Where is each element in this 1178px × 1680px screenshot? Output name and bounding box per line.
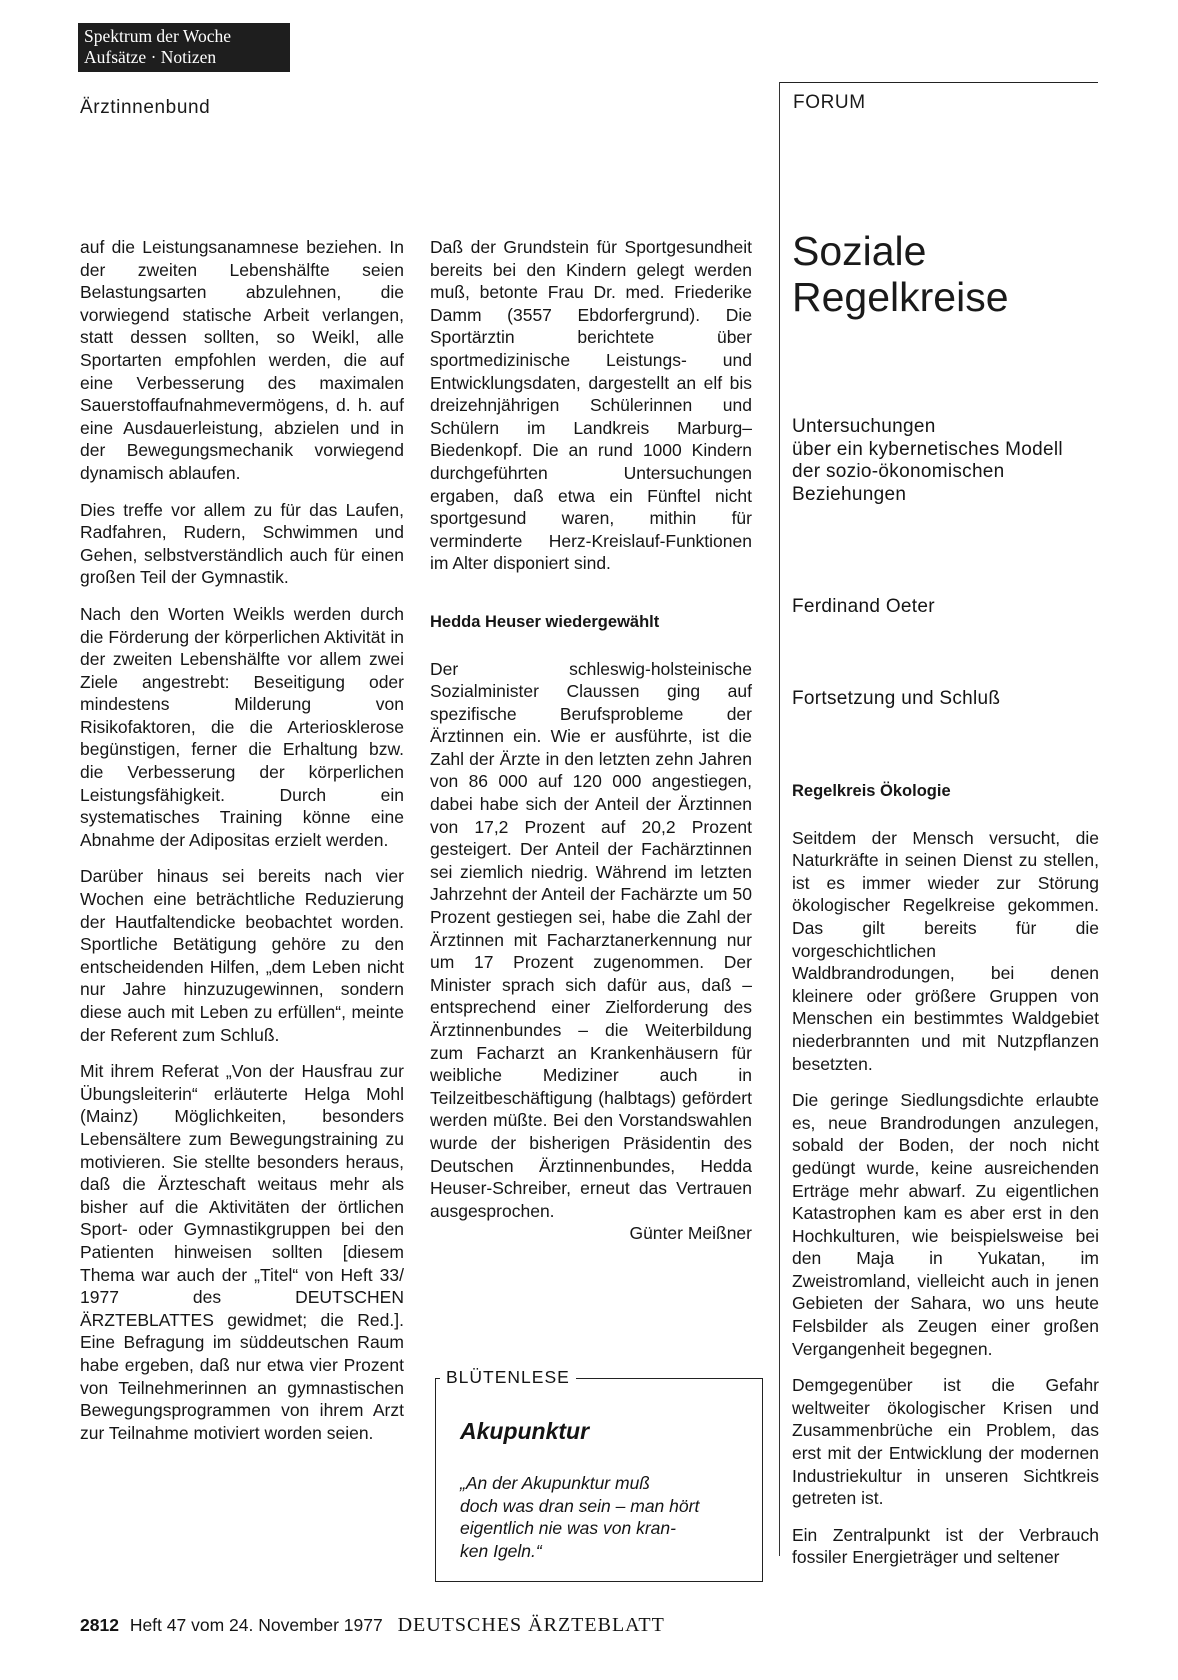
article-subtitle	[792, 416, 1063, 506]
paragraph: Der schleswig-holsteinische Sozialminister Claussen ging auf spezifische Berufsprobleme der Ärztinnen ein. Wie er ausführte, ist die Zahl der Ärzte in den letzten zehn Jahren von 86 000 auf 120 000 angestiegen, dabei habe sich der Anteil der Ärztinnen von 17,2 Prozent auf 20,2 Prozent gesteigert. Der Anteil der Fachärztinnen sei ziemlich niedrig. Während im letzten Jahrzehnt der Anteil der Fachärzte um 50 Prozent gestiegen sei, habe die Zahl der Ärztinnen mit Facharztanerkennung nur um 17 Prozent zugenommen. Der Minister sprach sich dafür aus, daß – entsprechend einer Zielforderung des Ärztinnenbundes – die Weiterbildung zum Facharzt an Krankenhäusern für weibliche Mediziner auch in Teilzeitbeschäftigung (halbtags) gefördert werden müßte. Bei den Vorstandswahlen wurde der bisherigen Präsidentin des Deutschen Ärztinnenbundes, Hedda Heuser-Schreiber, erneut das Vertrauen ausgesprochen.	[430, 658, 752, 1221]
page-number: 2812	[80, 1615, 119, 1635]
subtitle-line: der sozio-ökonomischen	[792, 461, 1005, 482]
paragraph: Demgegenüber ist die Gefahr weltweiter ökologischer Krisen und Zusammenbrüche ein Problem, das erst mit der Entwicklung der modernen Industriekultur in unseren Sichtkreis getreten ist.	[792, 1375, 1099, 1509]
paragraph: Daß der Grundstein für Sportgesundheit bereits bei den Kindern gelegt werden muß, betonte Frau Dr. med. Friederike Damm (3557 Ebdorfergrund). Die Sportärztin berichtete über sportmedizinische Leistungs- und Entwicklungsdaten, dargestellt an elf bis dreizehnjährigen Schülerinnen und Schülern im Landkreis Marburg–Biedenkopf. Die an rund 1000 Kindern durchgeführten Untersuchungen ergaben, daß etwa ein Fünftel nicht sportgesund waren, mithin für verminderte Herz-Kreislauf-Funktionen im Alter disponiert sind.	[430, 237, 752, 574]
paragraph: Dies treffe vor allem zu für das Laufen, Radfahren, Rudern, Schwimmen und Gehen, selbstverständlich auch für einen großen Teil der Gymnastik.	[80, 499, 404, 588]
box-quote	[460, 1472, 750, 1562]
header-rule	[780, 82, 1098, 83]
box-title: Akupunktur	[460, 1418, 590, 1444]
box-heading: BLÜTENLESE	[440, 1366, 576, 1388]
subtitle-line: Untersuchungen	[792, 416, 936, 437]
author-signature: Günter Meißner	[629, 1223, 752, 1244]
article-title	[792, 228, 1009, 320]
kicker-line-2: Aufsätze · Notizen	[84, 47, 217, 67]
bluetenlese-box	[435, 1367, 763, 1582]
quote-line: doch was dran sein – man hört	[460, 1495, 700, 1516]
column-3	[792, 780, 1099, 1583]
subtitle-line: Beziehungen	[792, 483, 907, 505]
signature-line	[430, 1222, 752, 1245]
title-line: Regelkreise	[792, 274, 1009, 320]
column-rule	[779, 82, 780, 1556]
quote-line: eigentlich nie was von kran-	[460, 1518, 676, 1539]
section-label-left: Ärztinnenbund	[80, 97, 211, 118]
journal-name: DEUTSCHES ÄRZTEBLATT	[397, 1614, 665, 1636]
paragraph: auf die Leistungsanamnese beziehen. In der zweiten Lebenshälfte seien Belastungsarten abzulehnen, die vorwiegend statische Arbeit verlangen, statt dessen sollten, so Weikl, alle Sportarten empfohlen werden, die auf eine Verbesserung des maximalen Sauerstoffaufnahmevermögens, d. h. auf eine Ausdauerleistung, abzielen und in der Bewegungsmechanik vorwiegend dynamisch ablaufen.	[80, 237, 404, 483]
article-author: Ferdinand Oeter	[792, 596, 935, 617]
quote-line: ken Igeln.“	[460, 1540, 542, 1561]
page-footer	[80, 1614, 665, 1637]
column-2	[430, 236, 752, 1245]
quote-line: „An der Akupunktur muß	[460, 1473, 650, 1493]
subtitle-line: über ein kybernetisches Modell	[792, 438, 1063, 460]
title-line: Soziale	[792, 228, 927, 274]
paragraph: Darüber hinaus sei bereits nach vier Wochen eine beträchtliche Reduzierung der Hautfaltendicke beobachtet worden. Sportliche Betätigung gehöre zu den entscheidenden Hilfen, „dem Leben nicht nur Jahre hinzuzugewinnen, sondern diese auch mit Leben zu erfüllen“, meinte der Referent zum Schluß.	[80, 866, 404, 1045]
section-label-right: FORUM	[793, 92, 866, 113]
column-1	[80, 236, 404, 1458]
paragraph: Nach den Worten Weikls werden durch die Förderung der körperlichen Aktivität in der zweiten Lebenshälfte vor allem zwei Ziele angestrebt: Beseitigung oder mindestens Milderung von Risikofaktoren, die die Arteriosklerose begünstigen, ferner die Erhaltung bzw. die Verbesserung der körperlichen Leistungsfähigkeit. Durch ein systematisches Training könne eine Abnahme der Adipositas erzielt werden.	[80, 603, 404, 850]
paragraph: Mit ihrem Referat „Von der Hausfrau zur Übungsleiterin“ erläuterte Helga Mohl (Mainz) Möglichkeiten, besonders Lebensältere zum Bewegungstraining zu motivieren. Sie stellte besonders heraus, daß die Ärzteschaft weitaus mehr als bisher auf die Aktivitäten der örtlichen Sport- oder Gymnastikgruppen bei den Patienten hinweisen sollten [diesem Thema war auch der „Titel“ von Heft 33/ 1977 des DEUTSCHEN ÄRZTEBLATTES gewidmet; die Red.]. Eine Befragung im süddeutschen Raum habe ergeben, daß nur etwa vier Prozent von Teilnehmerinnen an gymnastischen Bewegungsprogrammen von ihrem Arzt zur Teilnahme motiviert worden seien.	[80, 1061, 404, 1443]
paragraph: Die geringe Siedlungsdichte erlaubte es, neue Brandrodungen anzulegen, sobald der Boden, der noch nicht gedüngt wurde, keine ausreichenden Erträge mehr abwarf. Zu eigentlichen Katastrophen kam es aber erst in den Hochkulturen, wie beispielsweise bei den Maja in Yukatan, im Zweistromland, vielleicht auch in jenen Gebieten der Sahara, wo uns heute Felsbilder als Zeugen einer großen Vergangenheit begegnen.	[792, 1090, 1099, 1359]
article-subhead: Regelkreis Ökologie	[792, 782, 951, 800]
paragraph: Seitdem der Mensch versucht, die Naturkräfte in seinen Dienst zu stellen, ist es immer wieder zur Störung ökologischer Regelkreise gekommen. Das gilt bereits für die vorgeschichtlichen Waldbrandrodungen, bei denen kleinere oder größere Gruppen von Menschen ein bestimmtes Waldgebiet niederbrannten und mit Nutzpflanzen besetzten.	[792, 827, 1099, 1074]
issue-info: Heft 47 vom 24. November 1977	[129, 1615, 383, 1635]
paragraph: Ein Zentralpunkt ist der Verbrauch fossiler Energieträger und seltener	[792, 1524, 1099, 1568]
news-subhead: Hedda Heuser wiedergewählt	[430, 612, 660, 631]
section-kicker	[78, 23, 290, 72]
kicker-line-1: Spektrum der Woche	[84, 26, 231, 46]
continuation-note: Fortsetzung und Schluß	[792, 688, 1001, 709]
